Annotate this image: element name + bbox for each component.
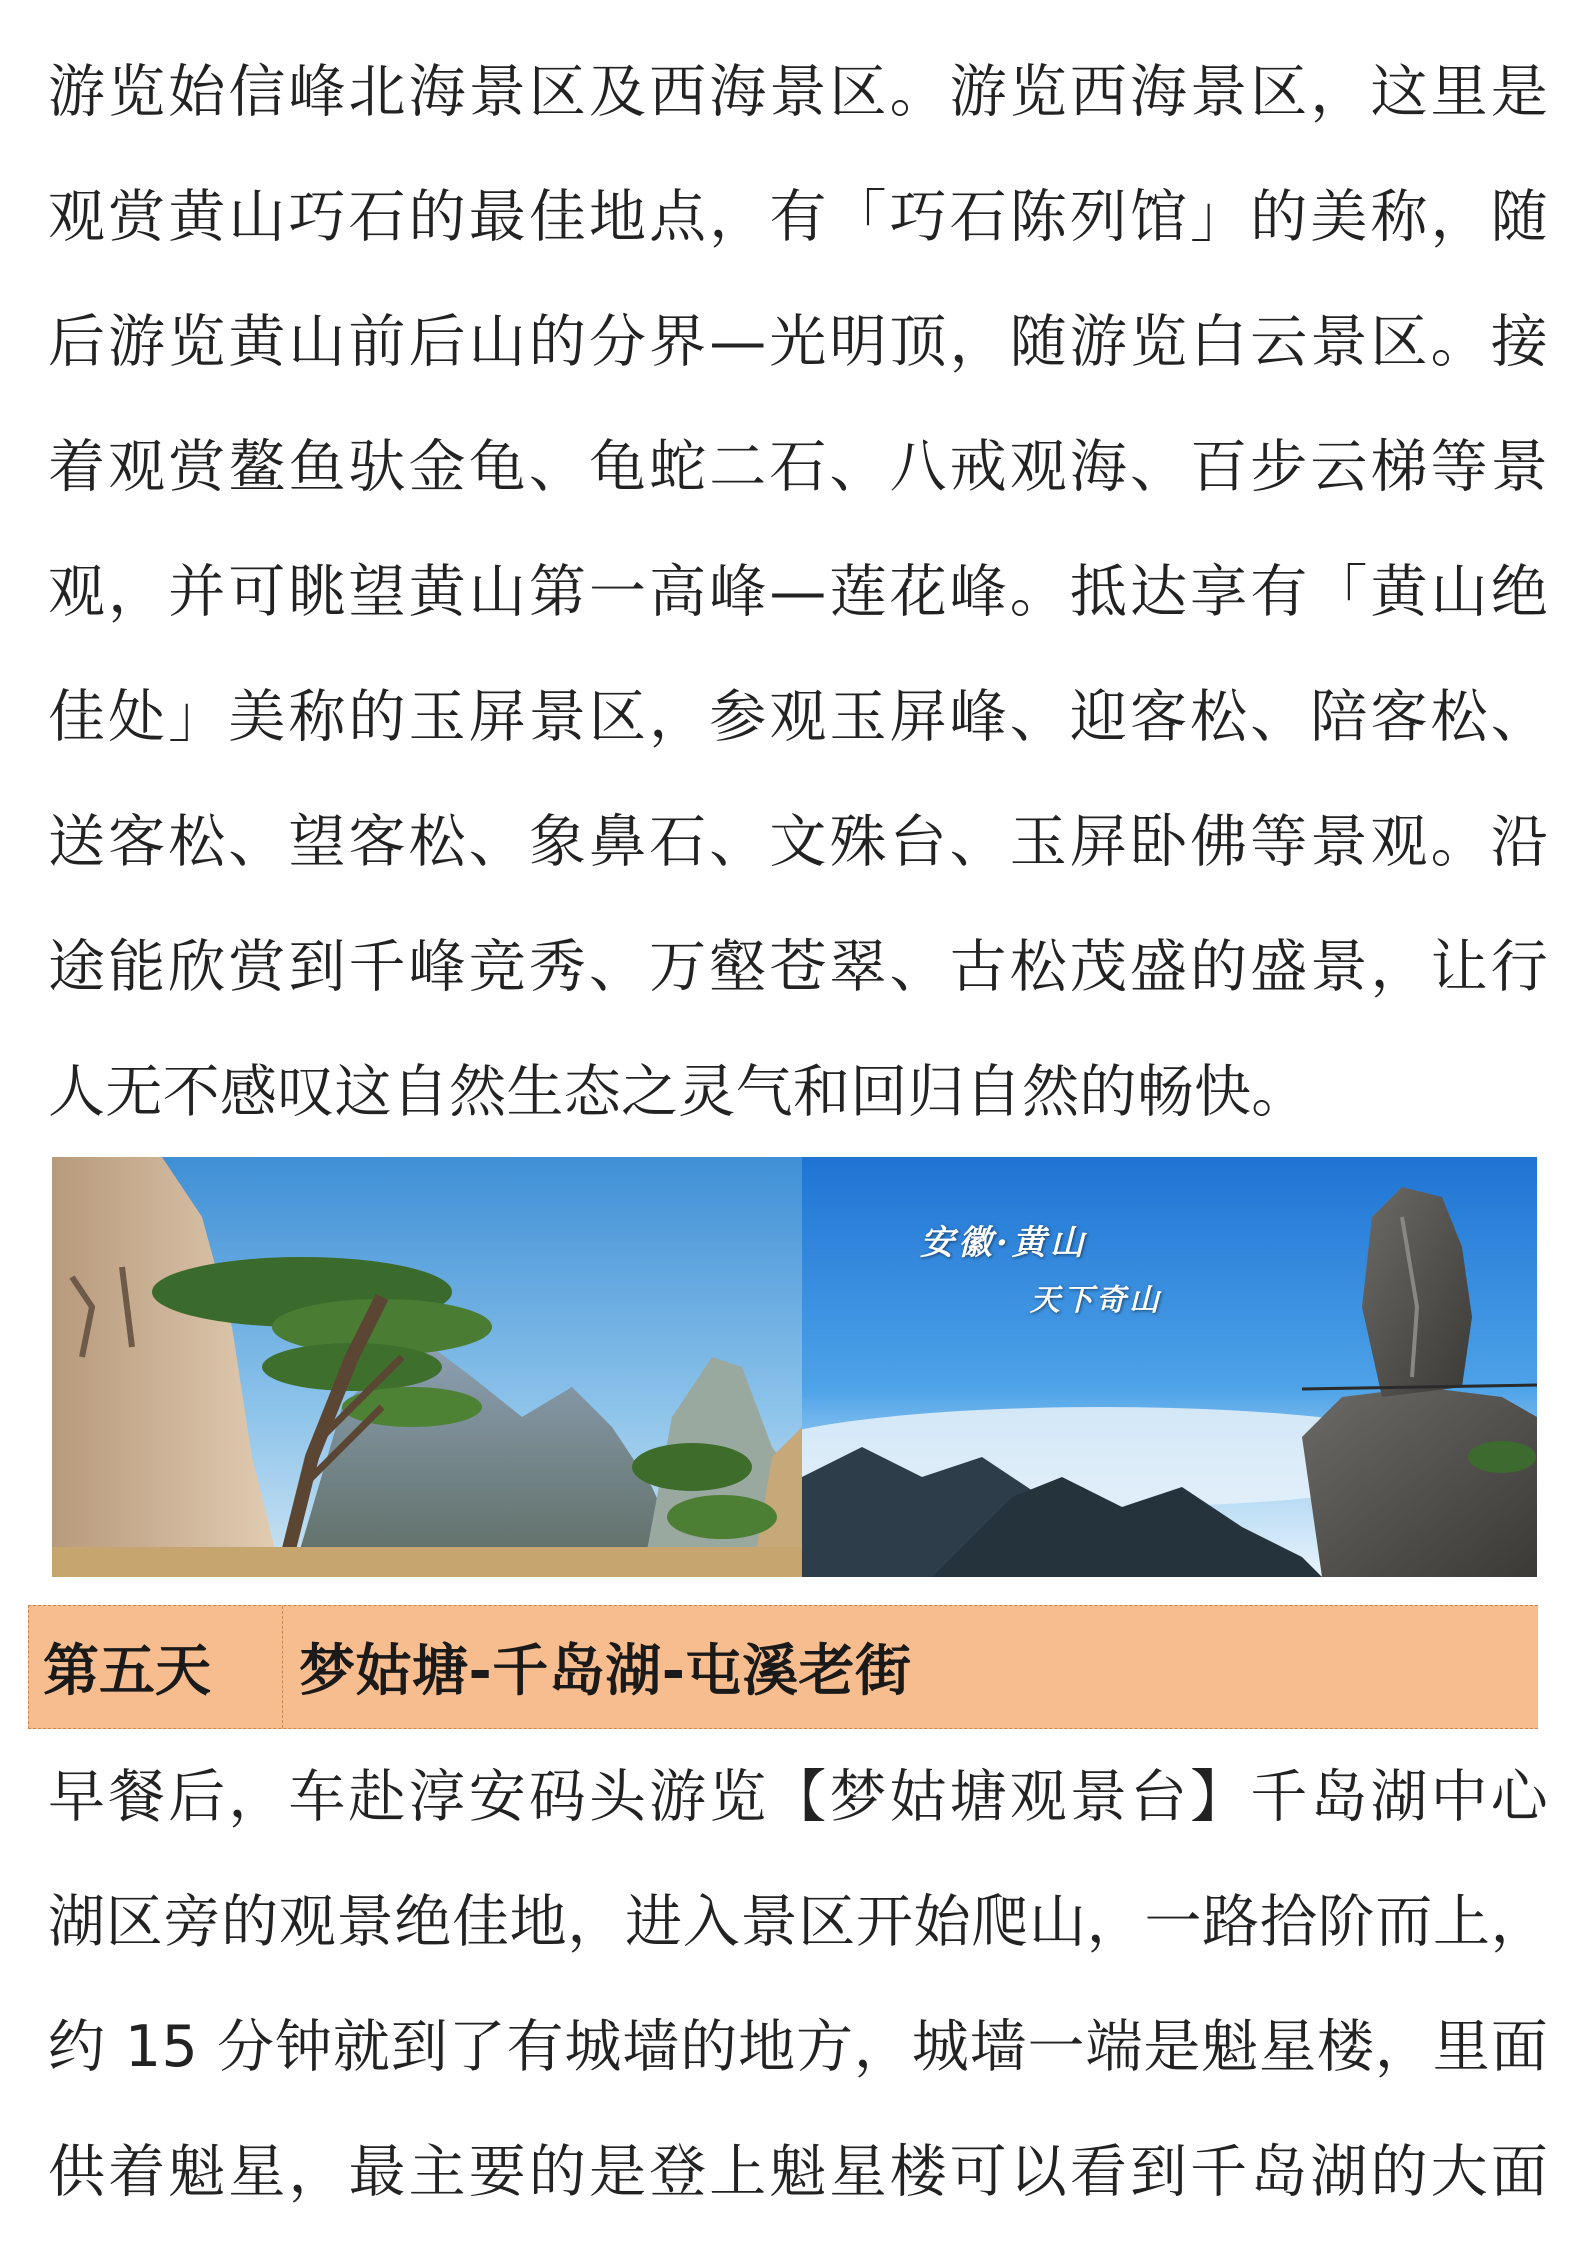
photo-caption-anhui-huangshan: 安徽·黄山 [920, 1223, 1088, 1263]
text-line: 送客松、望客松、象鼻石、文殊台、玉屏卧佛等景观。沿 [48, 809, 1548, 875]
day-route: 梦姑塘-千岛湖-屯溪老街 [299, 1639, 912, 1704]
text-line: 游览始信峰北海景区及西海景区。游览西海景区，这里是 [48, 59, 1548, 125]
text-line: 观，并可眺望黄山第一高峰—莲花峰。抵达享有「黄山绝 [48, 559, 1548, 625]
text-line: 后游览黄山前后山的分界—光明顶，随游览白云景区。接 [48, 309, 1548, 375]
photo-caption-tianxia-qishan: 天下奇山 [1030, 1283, 1162, 1318]
itinerary-paragraph-day5 [48, 1735, 1548, 2235]
text-line: 途能欣赏到千峰竞秀、万壑苍翠、古松茂盛的盛景，让行 [48, 934, 1548, 1000]
text-line: 佳处」美称的玉屏景区，参观玉屏峰、迎客松、陪客松、 [48, 684, 1548, 750]
day-label: 第五天 [29, 1606, 283, 1728]
photo-welcoming-pine [52, 1157, 802, 1577]
text-line: 观赏黄山巧石的最佳地点，有「巧石陈列馆」的美称，随 [48, 184, 1548, 250]
text-line: 着观赏鳌鱼驮金龟、龟蛇二石、八戒观海、百步云梯等景 [48, 434, 1548, 500]
text-line: 人无不感叹这自然生态之灵气和回归自然的畅快。 [48, 1059, 1309, 1125]
text-line: 供着魁星，最主要的是登上魁星楼可以看到千岛湖的大面 [48, 2139, 1548, 2205]
scenery-photo-strip [52, 1157, 1537, 1577]
text-line: 约 15 分钟就到了有城墙的地方，城墙一端是魁星楼，里面 [48, 2014, 1548, 2080]
day-header [28, 1605, 1538, 1729]
photo-sea-of-clouds [802, 1157, 1537, 1577]
photo-sea-of-clouds-image [802, 1157, 1537, 1577]
text-line: 早餐后，车赴淳安码头游览【梦姑塘观景台】千岛湖中心 [48, 1764, 1548, 1830]
itinerary-paragraph-day4 [48, 30, 1548, 1155]
photo-welcoming-pine-image [52, 1157, 802, 1577]
text-line: 湖区旁的观景绝佳地，进入景区开始爬山，一路拾阶而上， [48, 1889, 1548, 1955]
